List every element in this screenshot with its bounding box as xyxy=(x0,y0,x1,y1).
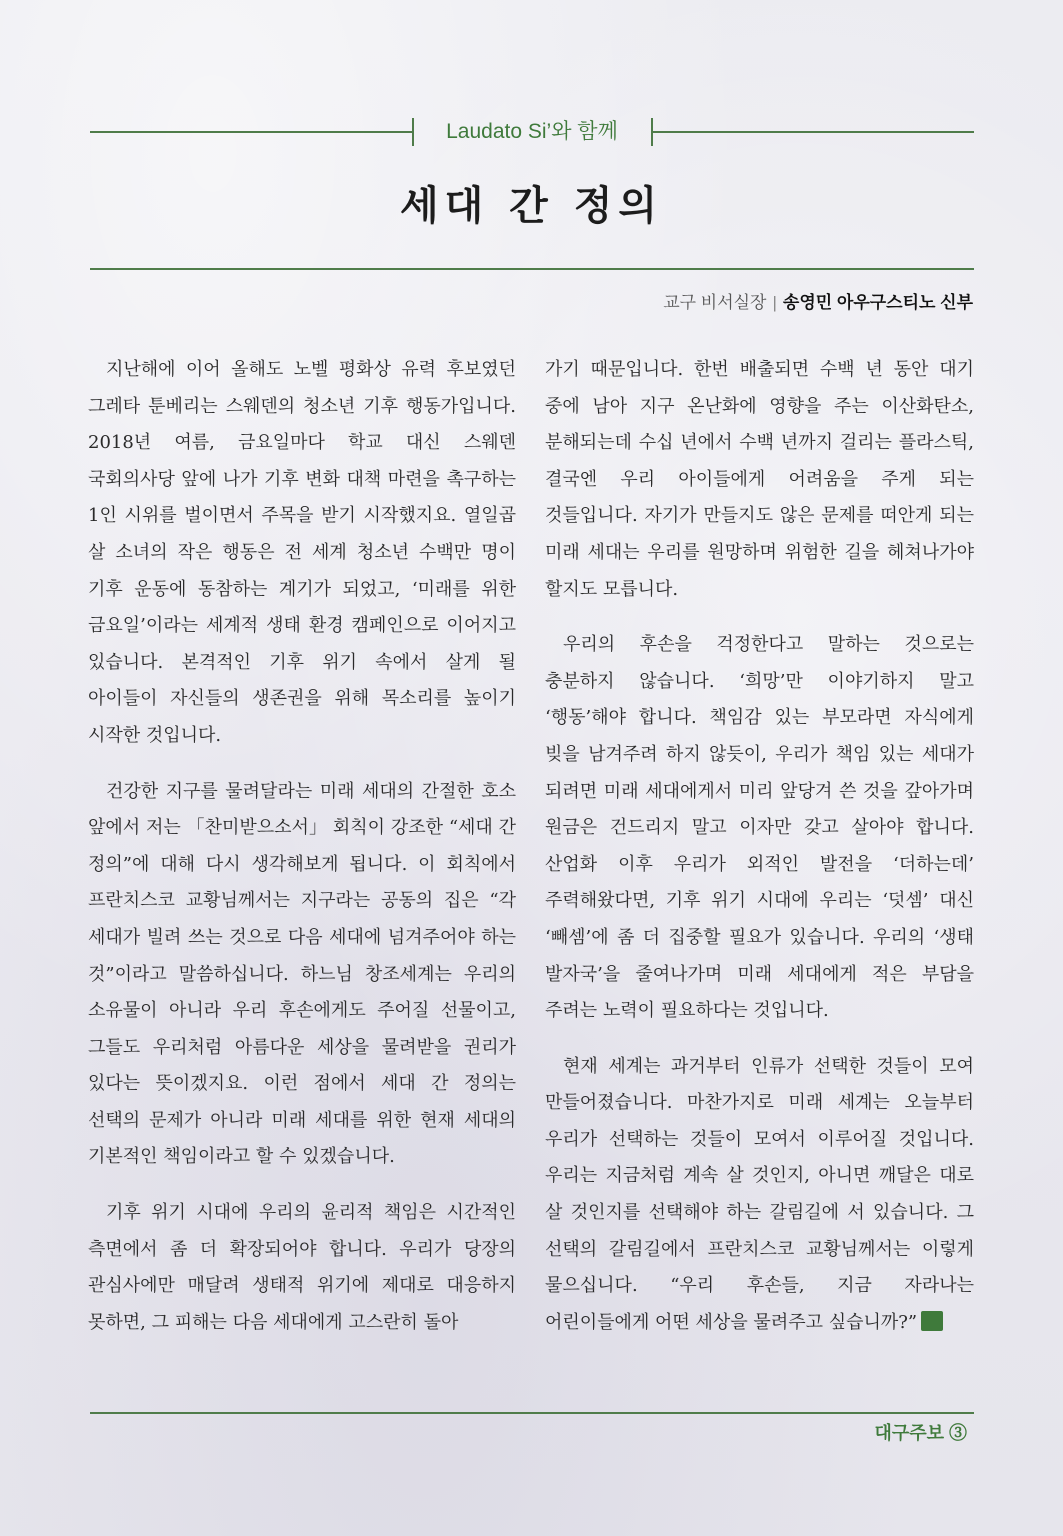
paragraph: 지난해에 이어 올해도 노벨 평화상 유력 후보였던 그레타 툰베리는 스웨덴의 청소년 기후 행동가입니다. 2018년 여름, 금요일마다 학교 대신 스웨덴 국회의사당 앞에 나가 기후 변화 대책 마련을 촉구하는 1인 시위를 벌이면서 주목을 받기 시작했지요. 열일곱 살 소녀의 작은 행동은 전 세계 청소년 수백만 명이 기후 운동에 동참하는 계기가 되었고, ‘미래를 위한 금요일’이라는 세계적 생태 환경 캠페인으로 이어지고 있습니다. 본격적인 기후 위기 속에서 살게 될 아이들이 자신들의 생존권을 위해 목소리를 높이기 시작한 것입니다. xyxy=(88,359,516,746)
author-role: 교구 비서실장 xyxy=(663,293,767,312)
paragraph: 기후 위기 시대에 우리의 윤리적 책임은 시간적인 측면에서 좀 더 확장되어야 합니다. 우리가 당장의 관심사에만 매달려 생태적 위기에 제대로 대응하지 못하면, 그 피해는 다음 세대에게 고스란히 돌아 xyxy=(88,1202,516,1333)
title-divider xyxy=(90,268,974,270)
paragraph: 건강한 지구를 물려달라는 미래 세대의 간절한 호소 앞에서 저는 「찬미받으소서」 회칙이 강조한 “세대 간 정의”에 대해 다시 생각해보게 됩니다. 이 회칙에서 프란치스코 교황님께서는 지구라는 공동의 집은 “각 세대가 빌려 쓰는 것으로 다음 세대에 넘겨주어야 하는 것”이라고 말씀하십니다. 하느님 창조세계는 우리의 소유물이 아니라 우리 후손에게도 주어질 선물이고, 그들도 우리처럼 아름다운 세상을 물려받을 권리가 있다는 뜻이겠지요. 이런 점에서 세대 간 정의는 선택의 문제가 아니라 미래 세대를 위한 현재 세대의 기본적인 책임이라고 할 수 있겠습니다. xyxy=(88,780,516,1168)
paragraph-last xyxy=(545,1049,974,1342)
end-mark-icon xyxy=(921,1311,943,1331)
paragraph: 가기 때문입니다. 한번 배출되면 수백 년 동안 대기 중에 남아 지구 온난화에 영향을 주는 이산화탄소, 분해되는데 수십 년에서 수백 년까지 걸리는 플라스틱, 결국엔 우리 아이들에게 어려움을 주게 되는 것들입니다. 자기가 만들지도 않은 문제를 떠안게 되는 미래 세대는 우리를 원망하며 위험한 길을 헤쳐나가야 할지도 모릅니다. xyxy=(545,359,974,600)
article-column-right xyxy=(545,352,974,1360)
footer-divider xyxy=(90,1412,974,1414)
article-column-left xyxy=(88,352,516,1360)
paragraph-text: 현재 세계는 과거부터 인류가 선택한 것들이 모여 만들어졌습니다. 마찬가지로 미래 세계는 오늘부터 우리가 선택하는 것들이 모여서 이루어질 것입니다. 우리는 지금처럼 계속 살 것인지, 아니면 깨달은 대로 살 것인지를 선택해야 하는 갈림길에 서 있습니다. 그 선택의 갈림길에서 프란치스코 교황님께서는 이렇게 물으십니다. “우리 후손들, 지금 자라나는 어린이들에게 어떤 세상을 물려주고 싶습니까?” xyxy=(545,1055,974,1333)
author-name: 송영민 아우구스티노 신부 xyxy=(782,293,973,312)
byline xyxy=(663,288,973,318)
paragraph: 우리의 후손을 걱정한다고 말하는 것으로는 충분하지 않습니다. ‘희망’만 이야기하지 말고 ‘행동’해야 합니다. 책임감 있는 부모라면 자식에게 빚을 남겨주려 하지 않듯이, 우리가 책임 있는 세대가 되려면 미래 세대에게서 미리 앞당겨 쓴 것을 갚아가며 원금은 건드리지 말고 이자만 갖고 살아야 합니다. 산업화 이후 우리가 외적인 발전을 ‘더하는데’ 주력해왔다면, 기후 위기 시대에 우리는 ‘덧셈’ 대신 ‘빼셈’에 좀 더 집중할 필요가 있습니다. 우리의 ‘생태 발자국’을 줄여나가며 미래 세대에게 적은 부담을 주려는 노력이 필요하다는 것입니다. xyxy=(545,634,974,1022)
publication-page-label: 대구주보 ③ xyxy=(874,1423,967,1443)
byline-separator: | xyxy=(772,293,777,312)
header-rule-left xyxy=(90,131,413,133)
header-rule-right xyxy=(652,131,974,133)
series-title: Laudato Si’와 함께 xyxy=(446,120,618,143)
article-title: 세대 간 정의 xyxy=(399,183,664,229)
